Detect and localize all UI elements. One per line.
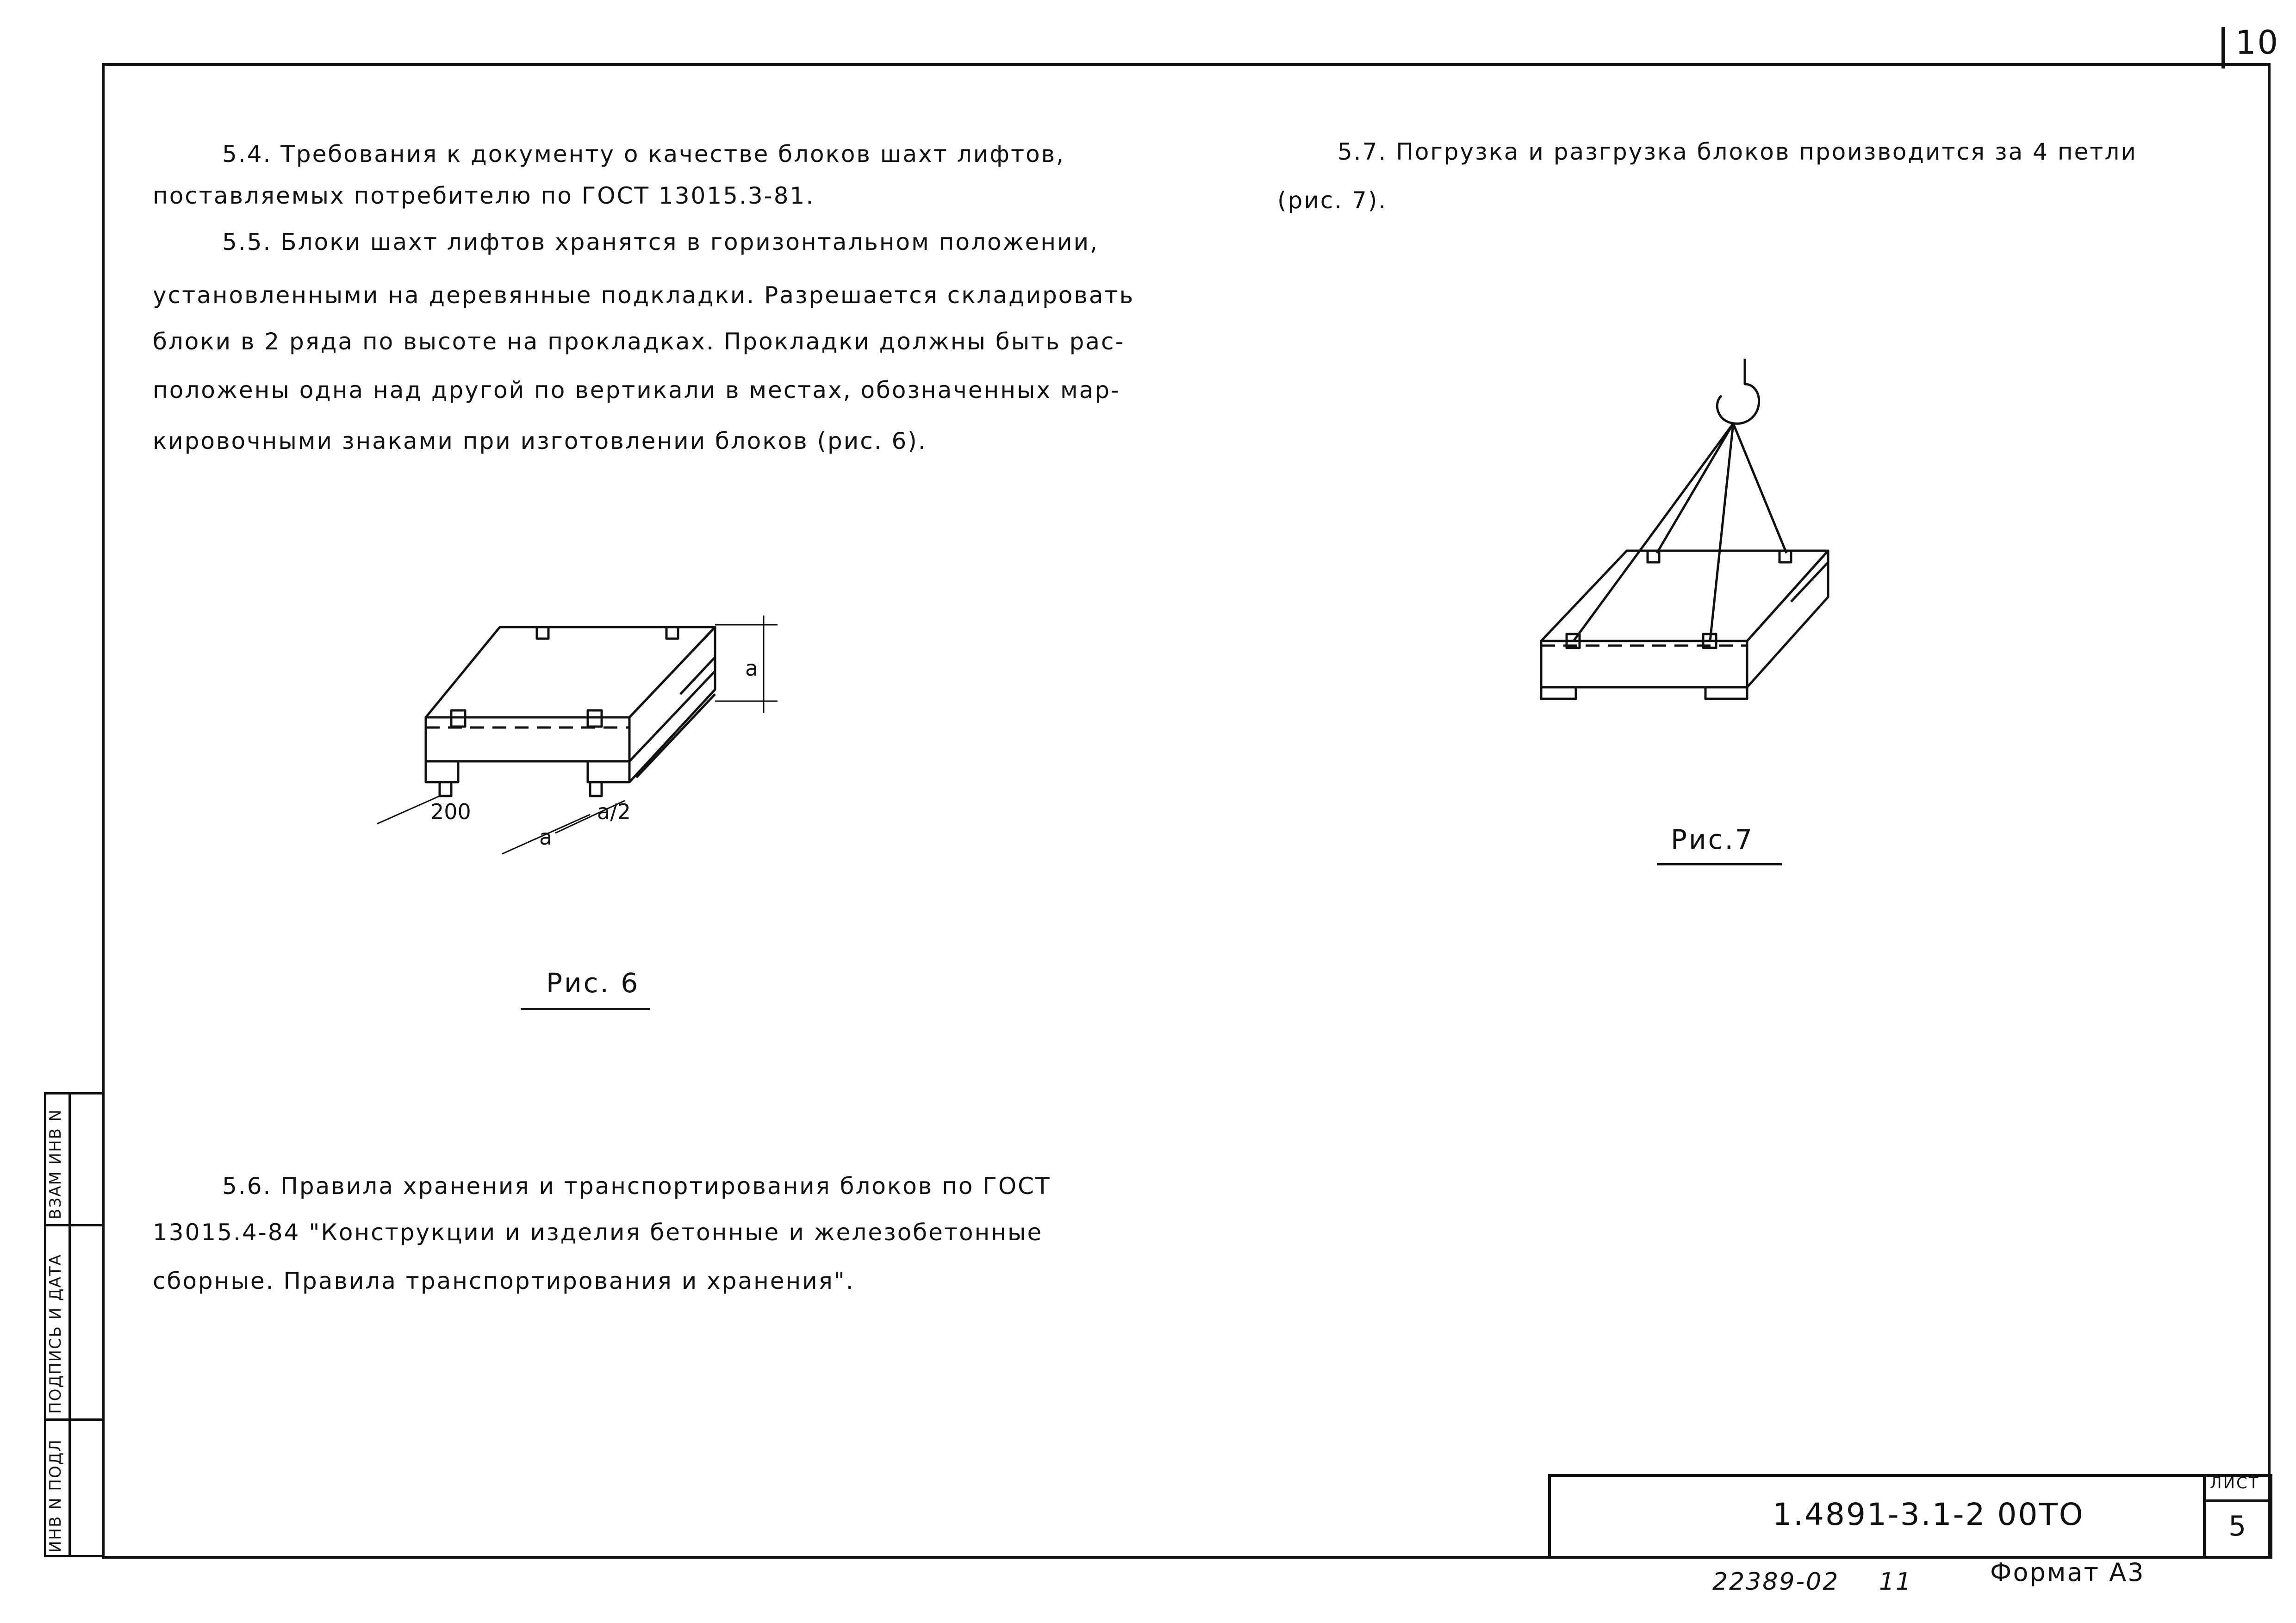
archive-number: 22389-02 <box>1712 1568 1840 1596</box>
fig6-dim-a2: a/2 <box>597 799 631 824</box>
para-5-7-line2: (рис. 7). <box>1277 187 1388 214</box>
para-5-4-line2: поставляемых потребителю по ГОСТ 13015.3-81. <box>153 182 815 209</box>
fig6-dim-a: a <box>539 825 553 850</box>
fig7-caption: Рис.7 <box>1671 824 1754 855</box>
side-label-inv: ИНВ N ПОДЛ <box>46 1439 65 1553</box>
para-5-4-line1: 5.4. Требования к документу о качестве блоков шахт лифтов, <box>222 141 1065 168</box>
para-5-6-line1: 5.6. Правила хранения и транспортирования блоков по ГОСТ <box>222 1173 1051 1200</box>
para-5-5-line5: кировочными знаками при изготовлении блоков (рис. 6). <box>153 428 927 454</box>
title-block-sheet-divider <box>2203 1474 2206 1559</box>
fig7-caption-underline <box>1657 863 1782 865</box>
para-5-6-line3: сборные. Правила транспортирования и хранения". <box>153 1268 855 1294</box>
sheet-number: 5 <box>2228 1510 2248 1542</box>
fig7-lifting-drawing <box>1541 359 1828 699</box>
sheet-label: ЛИСТ <box>2210 1474 2260 1492</box>
para-5-6-line2: 13015.4-84 "Конструкции и изделия бетонные и железобетонные <box>153 1219 1043 1246</box>
para-5-7-line1: 5.7. Погрузка и разгрузка блоков производится за 4 петли <box>1338 138 2137 165</box>
para-5-5-line2: установленными на деревянные подкладки. Разрешается складировать <box>153 282 1135 309</box>
fig6-caption-underline <box>521 1008 650 1010</box>
archive-sub-number: 11 <box>1879 1568 1913 1596</box>
para-5-5-line4: положены одна над другой по вертикали в местах, обозначенных мар- <box>153 377 1121 404</box>
para-5-5-line3: блоки в 2 ряда по высоте на прокладках. Прокладки должны быть рас- <box>153 328 1125 355</box>
side-stamp-divider <box>68 1092 71 1557</box>
doc-code: 1.4891-3.1-2 00ТО <box>1773 1497 2084 1532</box>
side-label-vzam: ВЗАМ ИНВ N <box>46 1108 65 1219</box>
fig6-caption: Рис. 6 <box>546 967 640 999</box>
fig6-dim-200: 200 <box>430 799 471 824</box>
format-label: Формат А3 <box>1990 1558 2145 1587</box>
side-label-podpis: ПОДПИСЬ И ДАТА <box>46 1254 65 1414</box>
para-5-5-line1: 5.5. Блоки шахт лифтов хранятся в горизонтальном положении, <box>222 229 1099 255</box>
title-block-sheet-hline <box>2203 1499 2272 1502</box>
page-number: 10 <box>2235 24 2280 62</box>
fig6-dim-height: a <box>745 656 759 681</box>
